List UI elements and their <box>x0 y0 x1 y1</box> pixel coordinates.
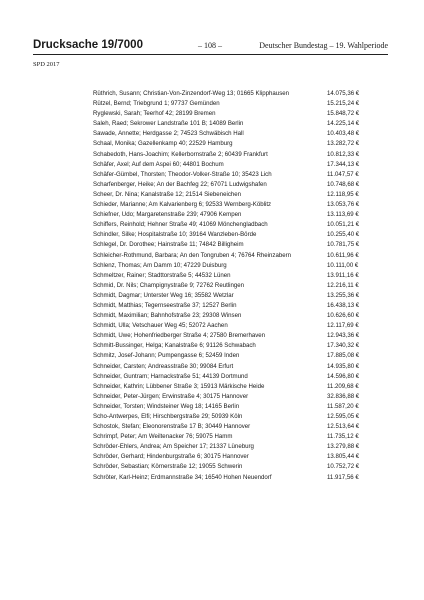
entry-name-address: Schindler, Silke; Hospitalstraße 10; 39164 Wanzleben-Börde <box>93 231 257 239</box>
entry-name-address: Schaal, Monika; Gazellenkamp 40; 22529 Hamburg <box>93 140 233 148</box>
list-item <box>93 403 383 413</box>
list-item <box>93 171 383 181</box>
list-item <box>93 463 383 473</box>
document-title <box>33 39 143 51</box>
entry-name-address: Schieder, Marianne; Am Kalvarienberg 6; 92533 Wernberg-Köblitz <box>93 201 272 209</box>
entry-amount: 11.917,56 € <box>327 473 359 481</box>
page-number: – 108 – <box>198 41 222 50</box>
entry-amount: 12.118,95 € <box>327 190 359 198</box>
entry-name-address: Scheer, Dr. Nina; Kanalstraße 12; 21514 Siebeneichen <box>93 190 242 198</box>
list-item <box>93 423 383 433</box>
entry-name-address: Schneider, Guntram; Harnackstraße 51; 44139 Dortmund <box>93 372 248 380</box>
list-item <box>93 90 383 100</box>
list-item <box>93 252 383 262</box>
entry-name-address: Schmidt, Ulla; Vetschauer Weg 45; 52072 Aachen <box>93 322 228 330</box>
page-header <box>33 40 388 55</box>
list-item <box>93 352 383 362</box>
list-item <box>93 474 383 484</box>
list-item <box>93 201 383 211</box>
entry-name-address: Schmidt, Dagmar; Unterster Weg 16; 35582 Wetzlar <box>93 291 234 299</box>
entry-amount: 11.047,57 € <box>327 170 359 178</box>
entry-name-address: Rützel, Bernd; Triebgrund 1; 97737 Gemünden <box>93 100 220 108</box>
list-item <box>93 433 383 443</box>
parliament-title: Deutscher Bundestag – 19. Wahlperiode <box>259 41 388 50</box>
entry-amount: 10.051,21 € <box>327 221 360 229</box>
list-item <box>93 272 383 282</box>
entry-amount: 13.255,36 € <box>327 291 360 299</box>
list-item <box>93 241 383 251</box>
entry-amount: 11.735,12 € <box>327 433 359 441</box>
list-item <box>93 221 383 231</box>
entry-name-address: Schröder, Sebastian; Körnerstraße 12; 19055 Schwerin <box>93 463 243 471</box>
list-item <box>93 342 383 352</box>
list-item <box>93 130 383 140</box>
entry-name-address: Schabedoth, Hans-Joachim; Kellerbornstraße 2; 60439 Frankfurt <box>93 150 268 158</box>
entry-name-address: Schostok, Stefan; Eleonorenstraße 17 B; 30449 Hannover <box>93 423 251 431</box>
entry-name-address: Schlegel, Dr. Dorothee; Hainstraße 11; 74842 Billigheim <box>93 241 244 249</box>
entry-name-address: Schneider, Carsten; Andreasstraße 30; 99084 Erfurt <box>93 362 234 370</box>
entry-name-address: Schmidt, Matthias; Tegernseestraße 37; 12527 Berlin <box>93 301 237 309</box>
entry-name-address: Rüthrich, Susann; Christian-Von-Zinzendorf-Weg 13; 01665 Klipphausen <box>93 90 290 97</box>
party-label: SPD 2017 <box>33 61 60 68</box>
entry-name-address: Schäfer, Axel; Auf dem Aspei 60; 44801 Bochum <box>93 160 224 168</box>
entry-amount: 12.595,05 € <box>327 413 360 420</box>
entry-amount: 13.053,76 € <box>327 201 360 209</box>
list-item <box>93 262 383 272</box>
entry-amount: 12.513,64 € <box>327 423 360 431</box>
entry-name-address: Schneider, Torsten; Windsteiner Weg 18; 14165 Berlin <box>93 402 240 410</box>
entry-name-address: Schneider, Kathrin; Lübbener Straße 3; 15913 Märkische Heide <box>93 382 265 390</box>
entry-amount: 13.911,16 € <box>327 271 359 279</box>
list-item <box>93 292 383 302</box>
entry-amount: 11.209,68 € <box>327 382 359 390</box>
entry-amount: 16.438,13 € <box>327 301 360 309</box>
donation-list <box>93 90 383 484</box>
entry-amount: 13.282,72 € <box>327 140 360 148</box>
entry-amount: 10.752,72 € <box>327 463 360 471</box>
entry-name-address: Schmidt, Maximilian; Bahnhofstraße 23; 29308 Winsen <box>93 312 242 320</box>
entry-name-address: Schröter, Karl-Heinz; Erdmannstraße 34; 16540 Hohen Neuendorf <box>93 473 272 481</box>
entry-amount: 15.848,72 € <box>327 110 360 118</box>
list-item <box>93 151 383 161</box>
entry-amount: 13.113,69 € <box>327 211 359 219</box>
entry-amount: 10.111,00 € <box>327 261 359 269</box>
entry-amount: 12.117,69 € <box>327 322 359 330</box>
list-item <box>93 373 383 383</box>
list-item <box>93 322 383 332</box>
entry-amount: 15.215,24 € <box>327 100 360 108</box>
entry-amount: 12.216,11 € <box>327 281 359 289</box>
entry-name-address: Saleh, Raed; Sekrower Landstraße 101 B; 14089 Berlin <box>93 120 244 128</box>
entry-name-address: Sawade, Annette; Herdgasse 2; 74523 Schwäbisch Hall <box>93 130 244 138</box>
list-item <box>93 191 383 201</box>
entry-amount: 10.255,40 € <box>327 231 360 239</box>
list-item <box>93 302 383 312</box>
entry-name-address: Ryglewski, Sarah; Teerhof 42; 28199 Bremen <box>93 110 216 118</box>
entry-amount: 32.836,88 € <box>327 392 360 400</box>
document-number: 7000 <box>117 39 143 51</box>
document-label: Drucksache 19/ <box>33 39 118 51</box>
list-item <box>93 100 383 110</box>
entry-amount: 14.225,14 € <box>327 120 360 128</box>
entry-amount: 17.344,13 € <box>327 160 360 168</box>
entry-name-address: Schleicher-Rothmund, Barbara; An den Tongruben 4; 76764 Rheinzabern <box>93 251 292 259</box>
list-item <box>93 140 383 150</box>
entry-name-address: Schmitt-Bussinger, Helga; Kanalstraße 6; 91126 Schwabach <box>93 342 256 350</box>
entry-name-address: Schäfer-Gümbel, Thorsten; Theodor-Volker-Straße 10; 35423 Lich <box>93 170 272 178</box>
entry-amount: 11.587,20 € <box>327 402 359 410</box>
entry-name-address: Schrimpf, Peter; Am Weiltenacker 76; 59075 Hamm <box>93 433 233 441</box>
entry-name-address: Scho-Antwerpes, Elfi; Hirschbergstraße 29; 50939 Köln <box>93 413 243 420</box>
entry-name-address: Scharfenberger, Heike; An der Bachfeg 22; 67071 Ludwigshafen <box>93 180 267 188</box>
entry-amount: 10.626,60 € <box>327 312 360 320</box>
entry-name-address: Schlenz, Thomas; Am Damm 10; 47229 Duisburg <box>93 261 227 269</box>
entry-amount: 14.935,80 € <box>327 362 360 370</box>
list-item <box>93 383 383 393</box>
list-item <box>93 453 383 463</box>
entry-name-address: Schmid, Dr. Nils; Champignystraße 9; 72762 Reutlingen <box>93 281 245 289</box>
entry-amount: 10.611,96 € <box>327 251 359 259</box>
entry-name-address: Schmitz, Josef-Johann; Pumpengasse 6; 52459 Inden <box>93 352 240 360</box>
entry-amount: 17.885,08 € <box>327 352 360 360</box>
list-item <box>93 110 383 120</box>
entry-name-address: Schiefner, Udo; Margaretenstraße 239; 47906 Kempen <box>93 211 242 219</box>
list-item <box>93 363 383 373</box>
entry-amount: 13.279,88 € <box>327 443 360 451</box>
entry-name-address: Schneider, Peter-Jürgen; Erwinstraße 4; 30175 Hannover <box>93 392 249 400</box>
list-item <box>93 413 383 423</box>
entry-name-address: Schmeltzer, Rainer; Stadttorstraße 5; 44532 Lünen <box>93 271 231 279</box>
entry-name-address: Schmidt, Uwe; Hohenfriedberger Straße 4; 27580 Bremerhaven <box>93 332 266 340</box>
list-item <box>93 312 383 322</box>
entry-amount: 17.340,32 € <box>327 342 360 350</box>
list-item <box>93 161 383 171</box>
list-item <box>93 332 383 342</box>
entry-name-address: Schröder-Ehlers, Andrea; Am Speicher 17; 21337 Lüneburg <box>93 443 254 451</box>
list-item <box>93 181 383 191</box>
list-item <box>93 443 383 453</box>
list-item <box>93 231 383 241</box>
entry-name-address: Schiffers, Reinhold; Hehner Straße 49; 41069 Mönchengladbach <box>93 221 268 229</box>
list-item <box>93 120 383 130</box>
list-item <box>93 282 383 292</box>
entry-amount: 10.748,68 € <box>327 180 360 188</box>
entry-amount: 10.403,48 € <box>327 130 360 138</box>
list-item <box>93 393 383 403</box>
entry-amount: 13.805,44 € <box>327 453 360 461</box>
entry-amount: 14.075,36 € <box>327 90 360 97</box>
entry-amount: 10.781,75 € <box>327 241 360 249</box>
entry-amount: 14.596,80 € <box>327 372 360 380</box>
entry-name-address: Schröder, Gerhard; Hindenburgstraße 6; 30175 Hannover <box>93 453 249 461</box>
entry-amount: 10.812,33 € <box>327 150 360 158</box>
entry-amount: 12.943,36 € <box>327 332 360 340</box>
list-item <box>93 211 383 221</box>
